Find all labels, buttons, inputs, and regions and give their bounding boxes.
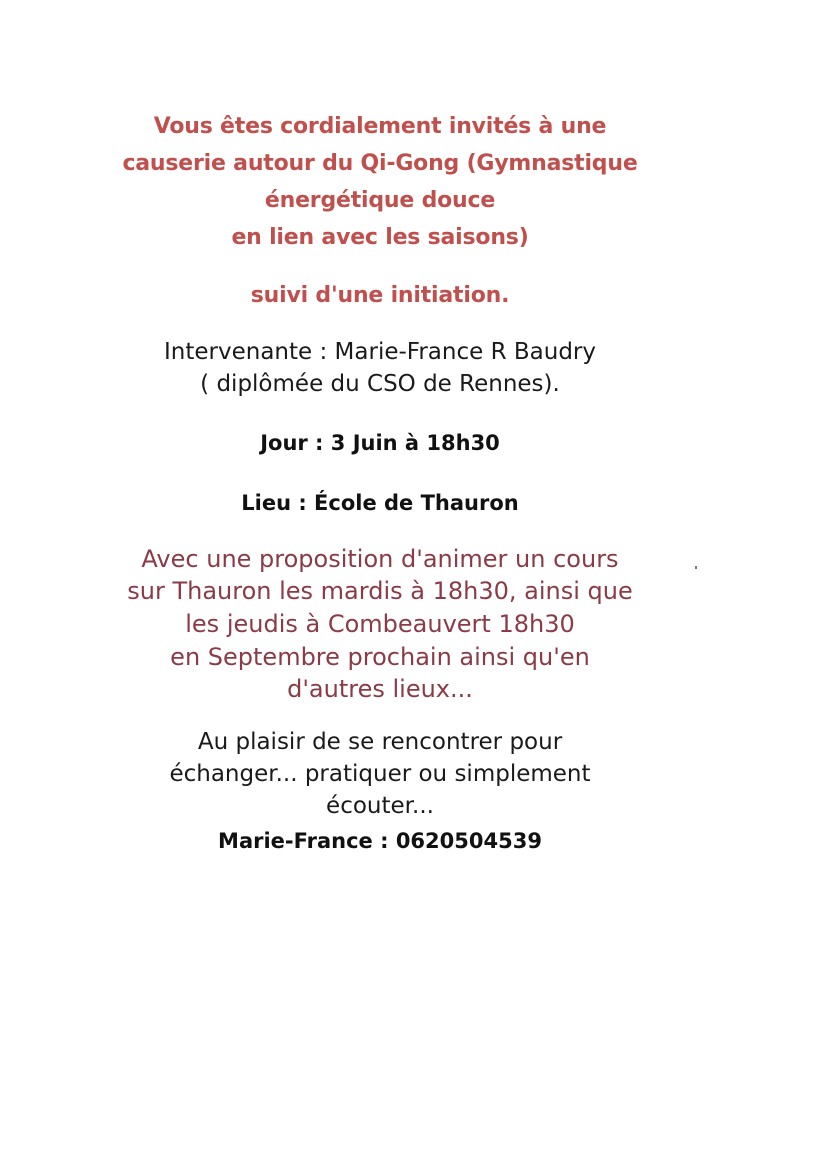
proposal-line-4: en Septembre prochain ainsi qu'en (170, 643, 590, 671)
invitation-title-line-3: énergétique douce (264, 188, 496, 213)
event-place: Lieu : École de Thauron (241, 491, 519, 515)
closing-line-3: écouter... (326, 793, 434, 819)
speaker-name: Intervenante : Marie-France R Baudry (164, 339, 596, 365)
event-day: Jour : 3 Juin à 18h30 (260, 431, 500, 455)
proposal-line-2: sur Thauron les mardis à 18h30, ainsi que (127, 577, 633, 605)
speaker-credentials: ( diplômée du CSO de Rennes). (200, 371, 560, 397)
invitation-title-line-4: en lien avec les saisons) (231, 225, 529, 250)
proposal-line-5: d'autres lieux... (287, 675, 473, 703)
invitation-title-line-1: Vous êtes cordialement invités à une (153, 114, 607, 139)
proposal-line-1: Avec une proposition d'animer un cours (141, 545, 619, 573)
invitation-title-line-2: causerie autour du Qi-Gong (Gymnastique (122, 151, 638, 176)
proposal-line-3: les jeudis à Combeauvert 18h30 (185, 610, 575, 638)
closing-line-1: Au plaisir de se rencontrer pour (197, 729, 563, 755)
contact-phone: Marie-France : 0620504539 (218, 829, 542, 853)
closing-line-2: échanger... pratiquer ou simplement (169, 761, 591, 787)
scan-speck (695, 566, 697, 569)
invitation-follow-up: suivi d'une initiation. (250, 283, 510, 308)
